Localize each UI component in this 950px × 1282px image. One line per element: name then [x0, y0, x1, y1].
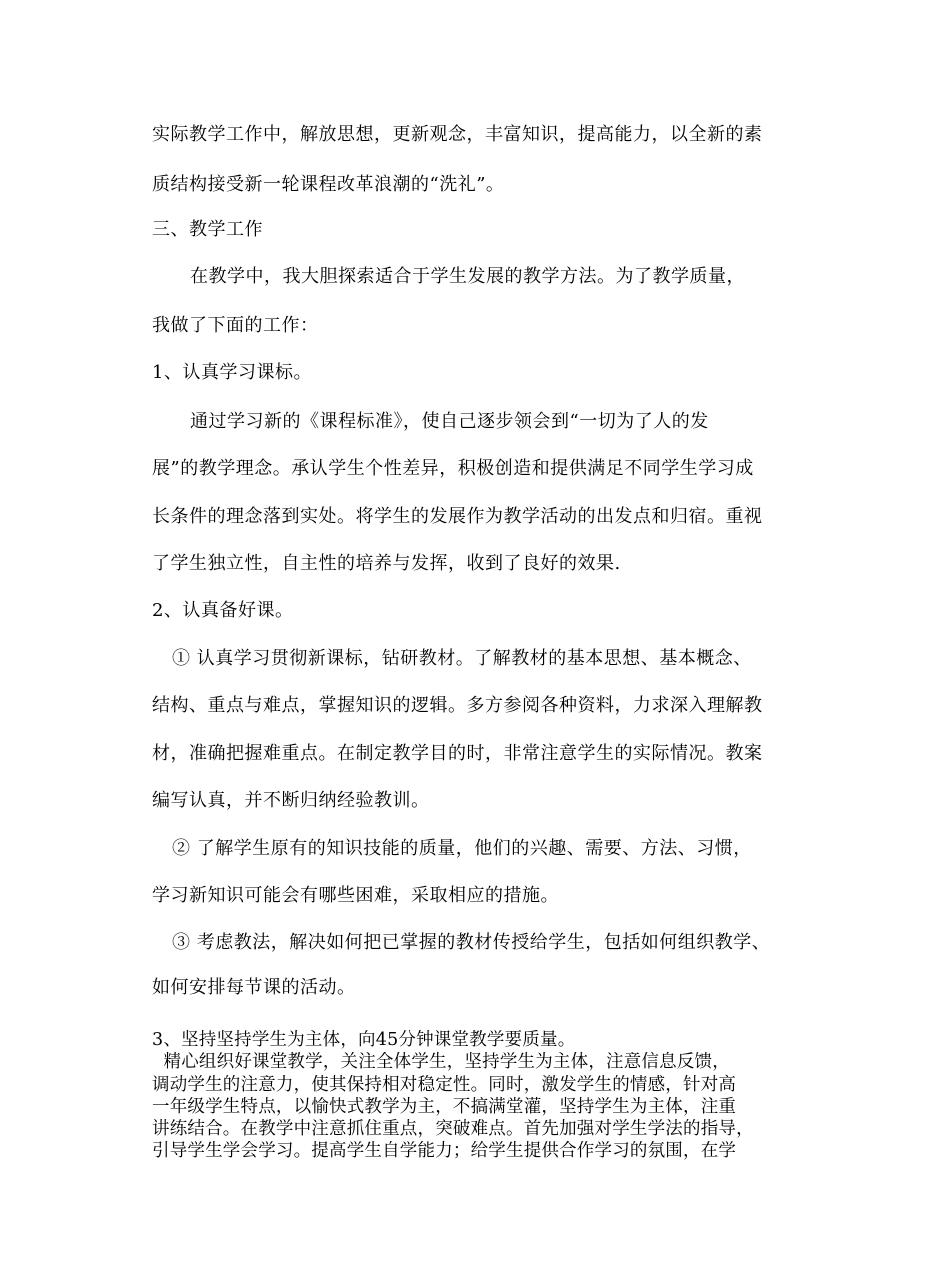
body-text-line: 学习新知识可能会有哪些困难，采取相应的措施。: [152, 885, 559, 906]
body-text-line: 编写认真，并不断归纳经验教训。: [152, 790, 430, 811]
body-text-line: 结构、重点与难点，掌握知识的逻辑。多方参阅各种资料，力求深入理解教: [152, 695, 763, 716]
body-text-line: 在教学中，我大胆探索适合于学生发展的教学方法。为了教学质量，: [190, 266, 745, 287]
body-text-line: 了学生独立性，自主性的培养与发挥，收到了良好的效果.: [152, 553, 621, 574]
list-item-text: ② 了解学生原有的知识技能的质量，他们的兴趣、需要、方法、习惯，: [172, 838, 752, 859]
section-heading: 三、教学工作: [152, 219, 263, 240]
body-text-line: 我做了下面的工作：: [152, 315, 319, 336]
subsection-heading: 3、坚持坚持学生为主体，向45分钟课堂教学要质量。: [152, 1030, 576, 1050]
list-item-text: ① 认真学习贯彻新课标，钻研教材。了解教材的基本思想、基本概念、: [172, 648, 752, 669]
subsection-heading: 1、认真学习课标。: [152, 362, 312, 383]
dense-paragraph: [152, 1029, 792, 1163]
body-text-line: 讲练结合。在教学中注意抓住重点，突破难点。首先加强对学生学法的指导，: [152, 1119, 754, 1140]
body-text-line: 展”的教学理念。承认学生个性差异，积极创造和提供满足不同学生学习成: [152, 458, 754, 479]
body-text-line: 如何安排每节课的活动。: [152, 977, 356, 998]
body-text-line: 实际教学工作中，解放思想，更新观念，丰富知识，提高能力，以全新的素: [152, 124, 763, 145]
body-text-line: 质结构接受新一轮课程改革浪潮的“洗礼”。: [152, 174, 505, 195]
body-text-line: 通过学习新的《课程标准》，使自己逐步领会到“一切为了人的发: [190, 411, 709, 432]
body-text-line: 引导学生学会学习。提高学生自学能力；给学生提供合作学习的氛围，在学: [152, 1141, 737, 1162]
subsection-heading: 2、认真备好课。: [152, 600, 294, 621]
body-text-line: 长条件的理念落到实处。将学生的发展作为教学活动的出发点和归宿。重视: [152, 506, 763, 527]
body-text-line: 一年级学生特点，以愉快式教学为主，不搞满堂灌，坚持学生为主体，注重: [152, 1096, 737, 1117]
body-text-line: 调动学生的注意力，使其保持相对稳定性。同时，激发学生的情感，针对高: [152, 1074, 737, 1095]
body-text-line: 材，准确把握难重点。在制定教学目的时，非常注意学生的实际情况。教案: [152, 743, 763, 764]
body-text-line: 精心组织好课堂教学，关注全体学生，坚持学生为主体，注意信息反馈，: [152, 1052, 730, 1073]
list-item-text: ③ 考虑教法，解决如何把已掌握的教材传授给学生，包括如何组织教学、: [172, 932, 771, 953]
